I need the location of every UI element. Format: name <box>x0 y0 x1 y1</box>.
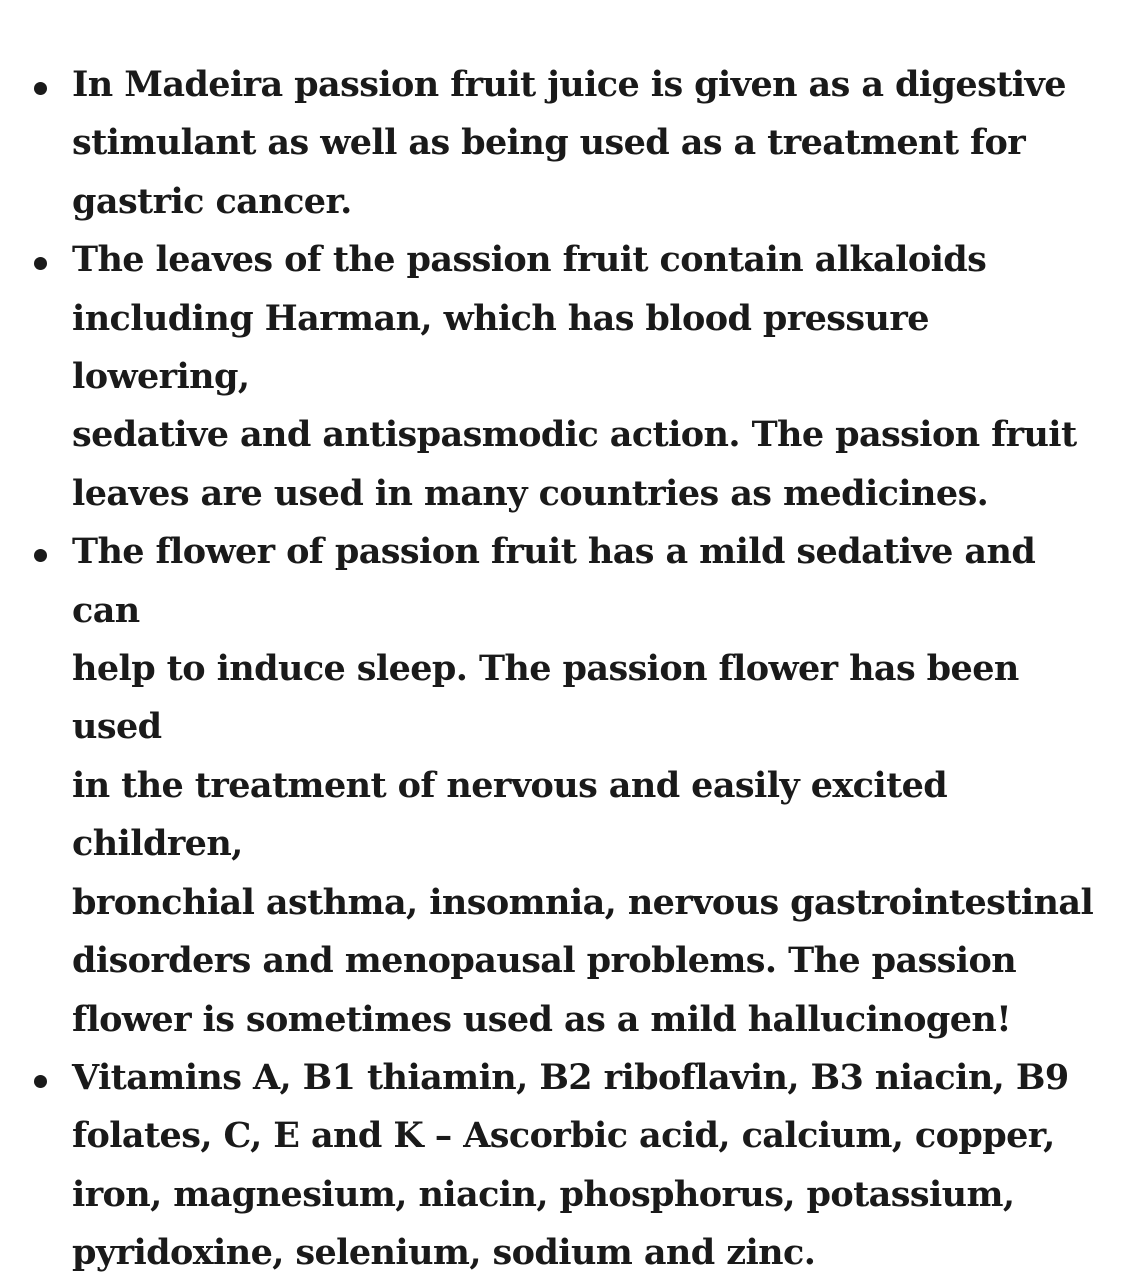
list-item <box>0 56 1095 231</box>
text-line: including Harman, which has blood pressure lowering, <box>72 297 929 398</box>
text-line: pyridoxine, selenium, sodium and zinc. <box>72 1232 816 1274</box>
list-item-text <box>72 231 1095 523</box>
text-line: bronchial asthma, insomnia, nervous gastrointestinal <box>72 881 1094 923</box>
text-line: iron, magnesium, niacin, phosphorus, potassium, <box>72 1173 1015 1215</box>
list-item-text <box>72 1049 1095 1283</box>
text-line: leaves are used in many countries as medicines. <box>72 472 989 514</box>
text-line: sedative and antispasmodic action. The passion fruit <box>72 414 1077 456</box>
text-line: The flower of passion fruit has a mild sedative and can <box>72 531 1036 631</box>
text-line: gastric cancer. <box>72 180 352 222</box>
bullet-icon <box>34 1075 47 1088</box>
text-line: The leaves of the passion fruit contain alkaloids <box>72 239 987 281</box>
list-item <box>0 1049 1095 1283</box>
text-line: flower is sometimes used as a mild hallucinogen! <box>72 998 1012 1040</box>
text-line: In Madeira passion fruit juice is given as a digestive <box>72 64 1066 105</box>
text-line: folates, C, E and K – Ascorbic acid, calcium, copper, <box>72 1115 1055 1157</box>
text-line: disorders and menopausal problems. The passion <box>72 940 1017 982</box>
bullet-icon <box>34 82 47 95</box>
list-item-text <box>72 56 1095 231</box>
list-item <box>0 523 1095 1049</box>
bullet-icon <box>34 257 47 270</box>
list-item-text <box>72 523 1095 1049</box>
text-line: stimulant as well as being used as a treatment for <box>72 122 1026 164</box>
text-line: help to induce sleep. The passion flower has been used <box>72 648 1019 748</box>
list-item <box>0 231 1095 523</box>
text-line: Vitamins A, B1 thiamin, B2 riboflavin, B3 niacin, B9 <box>72 1056 1069 1098</box>
text-line: in the treatment of nervous and easily excited children, <box>72 764 948 865</box>
bullet-icon <box>34 549 47 562</box>
bullet-list <box>0 56 1095 1283</box>
